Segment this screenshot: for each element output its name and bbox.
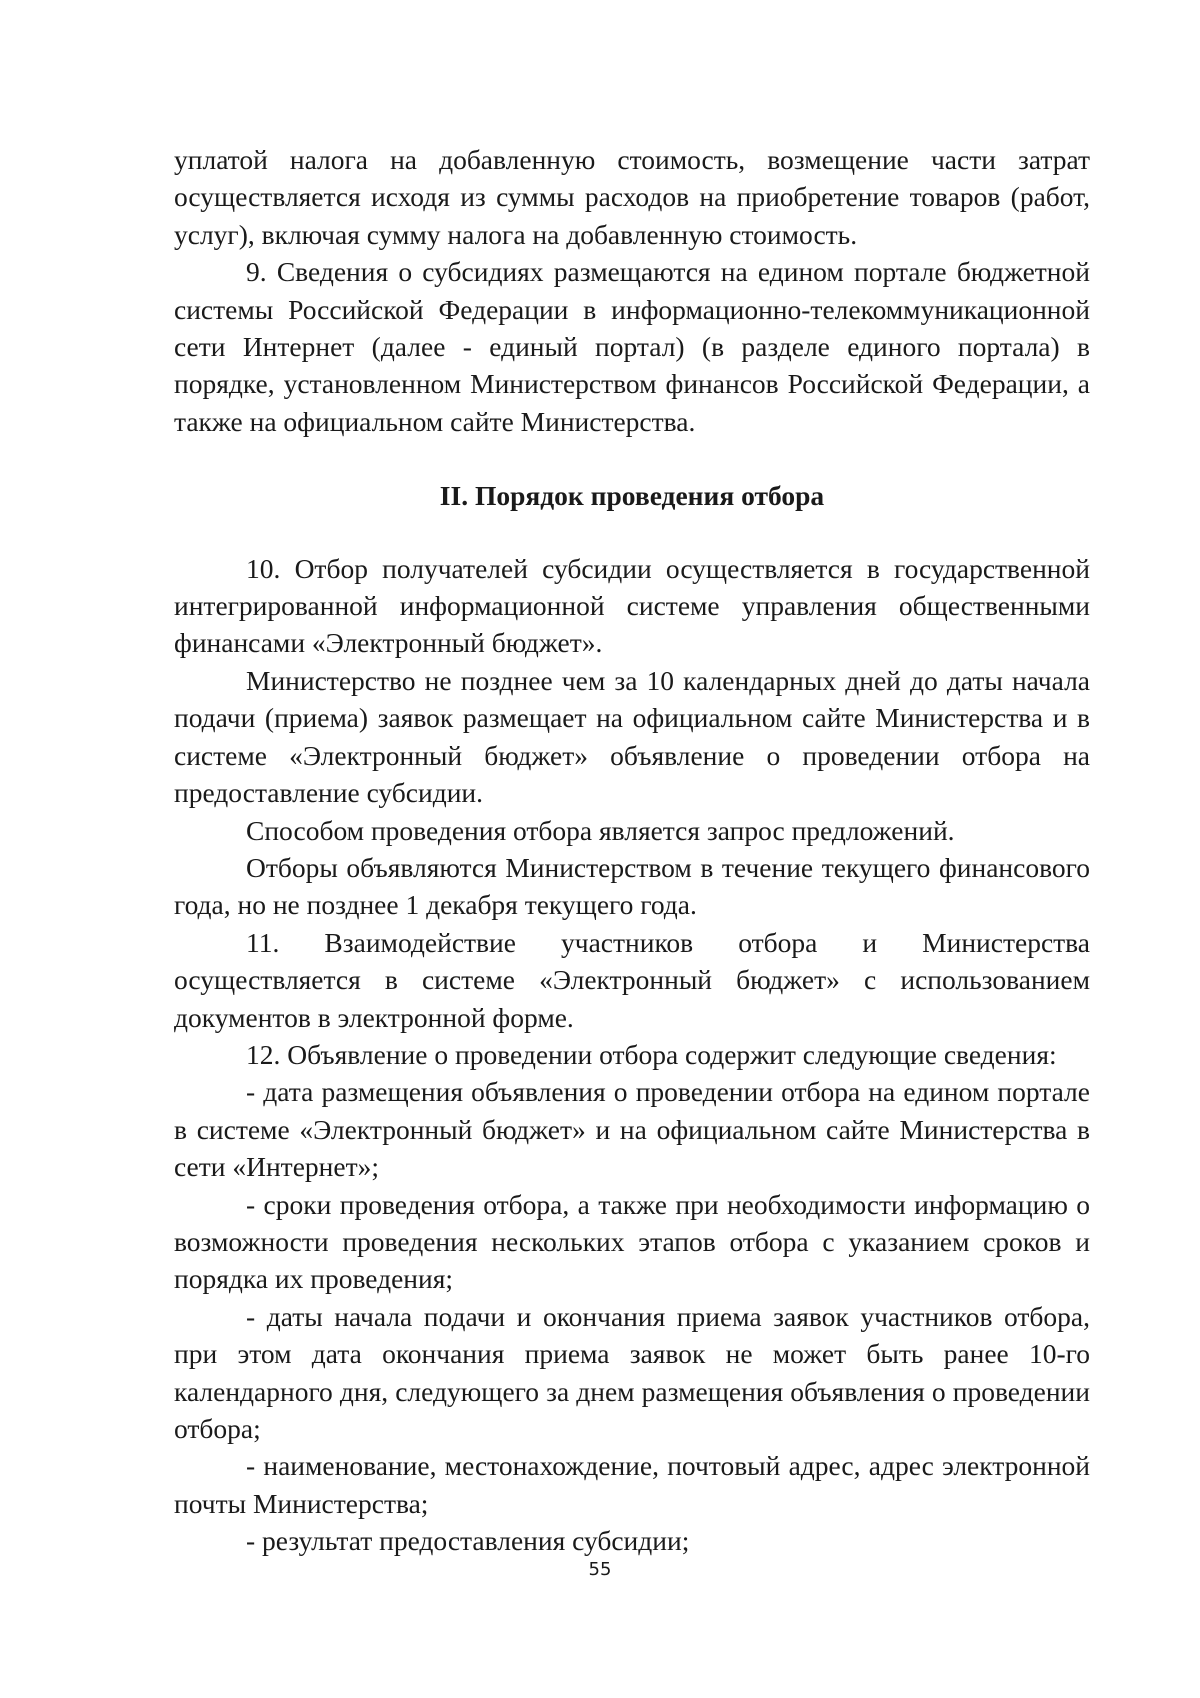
list-item-subsidy-result: - результат предоставления субсидии; bbox=[246, 1525, 690, 1557]
paragraph-ministry-announcement: Министерство не позднее чем за 10 календарных дней до даты начала подачи (приема) заявок размещает на официальном сайте Министерства и в системе «Электронный бюджет» объявление о проведении отбора на предоставление субсидии. bbox=[174, 664, 1090, 809]
paragraph-item-12: 12. Объявление о проведении отбора содержит следующие сведения: bbox=[246, 1038, 1057, 1070]
section-heading: II. Порядок проведения отбора bbox=[439, 480, 825, 512]
paragraph-selection-method: Способом проведения отбора является запрос предложений. bbox=[246, 814, 955, 846]
paragraph-vat-continuation: уплатой налога на добавленную стоимость, возмещение части затрат осуществляется исходя из суммы расходов на приобретение товаров (работ, услуг), включая сумму налога на добавленную стоимость. bbox=[174, 144, 1090, 250]
document-body bbox=[174, 141, 1090, 1560]
list-item-selection-terms: - сроки проведения отбора, а также при необходимости информацию о возможности проведения нескольких этапов отбора с указанием сроков и порядка их проведения; bbox=[174, 1188, 1090, 1295]
paragraph-item-10: 10. Отбор получателей субсидии осуществляется в государственной интегрированной информационной системе управления общественными финансами «Электронный бюджет». bbox=[174, 552, 1090, 659]
paragraph-selection-period: Отборы объявляются Министерством в течение текущего финансового года, но не позднее 1 декабря текущего года. bbox=[174, 851, 1090, 921]
page-number: 55 bbox=[588, 1559, 612, 1580]
list-item-application-dates: - даты начала подачи и окончания приема заявок участников отбора, при этом дата окончания приема заявок не может быть ранее 10-го календарного дня, следующего за днем размещения объявления о проведении отбора; bbox=[174, 1300, 1090, 1444]
paragraph-item-11: 11. Взаимодействие участников отбора и Министерства осуществляется в системе «Электронный бюджет» с использованием документов в электронной форме. bbox=[174, 926, 1090, 1033]
list-item-publication-date: - дата размещения объявления о проведении отбора на едином портале в системе «Электронный бюджет» и на официальном сайте Министерства в сети «Интернет»; bbox=[174, 1076, 1090, 1183]
paragraph-item-9: 9. Сведения о субсидиях размещаются на едином портале бюджетной системы Российской Федерации в информационно-телекоммуникационной сети Интернет (далее - единый портал) (в разделе единого портала) в порядке, установленном Министерством финансов Российской Федерации, а также на официальном сайте Министерства. bbox=[174, 256, 1090, 437]
list-item-ministry-contacts: - наименование, местонахождение, почтовый адрес, адрес электронной почты Министерства; bbox=[174, 1450, 1090, 1519]
